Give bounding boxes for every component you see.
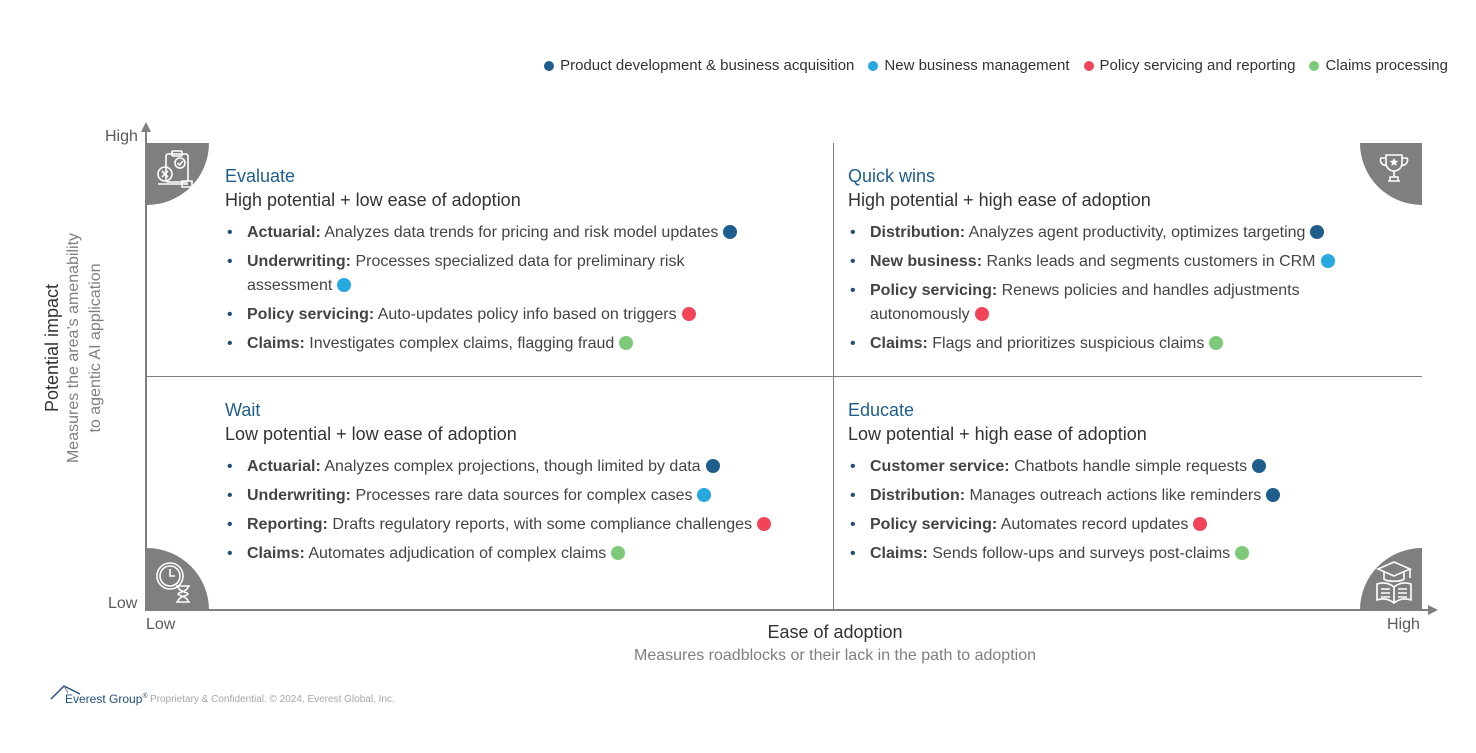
quadrant-educate [848,398,1418,571]
y-axis-arrow [141,122,151,132]
category-dot [682,307,696,321]
y-axis-title-main: Potential impact [42,283,62,413]
category-dot [706,459,720,473]
item-text: Analyzes agent productivity, optimizes targeting [968,224,1306,241]
legend-item-claims-processing [1309,57,1448,74]
item-label: Actuarial: [247,224,321,241]
legend [544,57,1448,74]
copyright-text: Proprietary & Confidential. © 2024, Everest Global, Inc. [150,694,395,705]
item-text: Manages outreach actions like reminders [969,487,1262,504]
item-label: Claims: [247,335,305,352]
everest-group-logo [50,684,148,706]
list-item [225,332,795,356]
legend-dot [544,61,554,71]
list-item [225,542,825,566]
list-item [848,455,1418,479]
category-dot [1310,225,1324,239]
category-dot [619,336,633,350]
item-label: Distribution: [870,487,966,504]
item-label: Underwriting: [247,253,351,270]
quadrant-divider-horizontal [147,376,1422,377]
x-axis-subtitle: Measures roadblocks or their lack in the path to adoption [633,647,1036,664]
item-text: Ranks leads and segments customers in CRM [986,253,1316,270]
list-item [225,250,727,298]
category-dot [337,278,351,292]
quadrant-quick-wins [848,164,1418,361]
item-text: Automates adjudication of complex claims [308,545,607,562]
quadrant-title: Educate [848,400,915,420]
list-item [848,542,1418,566]
legend-item-new-business [868,57,1069,74]
footer [50,684,395,706]
legend-label: Claims processing [1325,57,1448,74]
evaluate-corner [147,143,209,205]
y-axis-low-label: Low [108,595,138,612]
quadrant-wait [225,398,825,571]
item-label: Reporting: [247,516,328,533]
x-axis-title-main: Ease of adoption [767,622,903,642]
x-axis-high-label: High [1387,616,1420,633]
item-text: Processes rare data sources for complex cases [355,487,693,504]
item-label: Policy servicing: [870,516,998,533]
list-item [225,221,795,245]
quadrant-list [848,221,1418,356]
quadrant-evaluate [225,164,795,361]
item-text: Investigates complex claims, flagging fraud [309,335,615,352]
quadrant-subtitle: Low potential + low ease of adoption [225,424,517,444]
item-label: New business: [870,253,983,270]
item-label: Claims: [247,545,305,562]
category-dot [1209,336,1223,350]
quadrant-subtitle: Low potential + high ease of adoption [848,424,1147,444]
quadrant-title: Evaluate [225,166,296,186]
x-axis-title [620,621,1050,669]
item-label: Distribution: [870,224,966,241]
quadrant-subtitle: High potential + low ease of adoption [225,190,521,210]
item-text: Chatbots handle simple requests [1014,458,1248,475]
legend-item-policy-servicing [1084,57,1296,74]
logo-text: Everest Group® [65,692,148,706]
category-dot [757,517,771,531]
list-item [225,484,825,508]
quadrant-title: Wait [225,400,261,420]
y-axis-subtitle-line1: Measures the area’s amenability [65,232,82,464]
list-item [225,303,795,327]
item-text: Flags and prioritizes suspicious claims [932,335,1205,352]
legend-dot [868,61,878,71]
quadrant-list [225,221,795,356]
item-label: Policy servicing: [247,306,375,323]
quadrant-title: Quick wins [848,166,936,186]
y-axis-subtitle-line2: to agentic AI application [87,263,104,433]
item-text: Analyzes data trends for pricing and risk model updates [324,224,719,241]
item-label: Actuarial: [247,458,321,475]
list-item [225,513,825,537]
wait-corner [147,548,209,610]
clipboard-checklist-icon [152,148,196,192]
list-item [848,221,1418,245]
clock-hourglass-icon [152,558,196,604]
list-item [848,332,1418,356]
quadrant-list [848,455,1418,566]
category-dot [723,225,737,239]
legend-item-product-development [544,57,854,74]
category-dot [611,546,625,560]
item-text: Auto-updates policy info based on triggers [377,306,677,323]
list-item [848,279,1340,327]
item-text: Analyzes complex projections, though limited by data [324,458,701,475]
y-axis-high-label: High [105,128,138,145]
quadrant-subtitle: High potential + high ease of adoption [848,190,1151,210]
item-text: Sends follow-ups and surveys post-claims [932,545,1231,562]
item-label: Policy servicing: [870,282,998,299]
category-dot [1235,546,1249,560]
item-label: Claims: [870,545,928,562]
item-label: Customer service: [870,458,1010,475]
legend-label: Policy servicing and reporting [1099,57,1296,74]
list-item [848,484,1418,508]
item-text: Renews policies and handles adjustments autonomously [870,282,1300,323]
item-text: Drafts regulatory reports, with some compliance challenges [332,516,753,533]
list-item [848,513,1418,537]
legend-dot [1309,61,1319,71]
list-item [225,455,825,479]
x-axis-low-label: Low [146,616,176,633]
quadrant-list [225,455,825,566]
legend-dot [1084,61,1094,71]
item-text: Processes specialized data for preliminary risk assessment [247,253,685,294]
category-dot [1266,488,1280,502]
category-dot [1193,517,1207,531]
category-dot [1252,459,1266,473]
item-label: Claims: [870,335,928,352]
category-dot [697,488,711,502]
item-label: Underwriting: [247,487,351,504]
item-text: Automates record updates [1000,516,1189,533]
list-item [848,250,1418,274]
category-dot [1321,254,1335,268]
legend-label: New business management [884,57,1070,74]
category-dot [975,307,989,321]
legend-label: Product development & business acquisition [560,57,855,74]
x-axis-arrow [1428,605,1438,615]
x-axis-line [145,609,1430,611]
